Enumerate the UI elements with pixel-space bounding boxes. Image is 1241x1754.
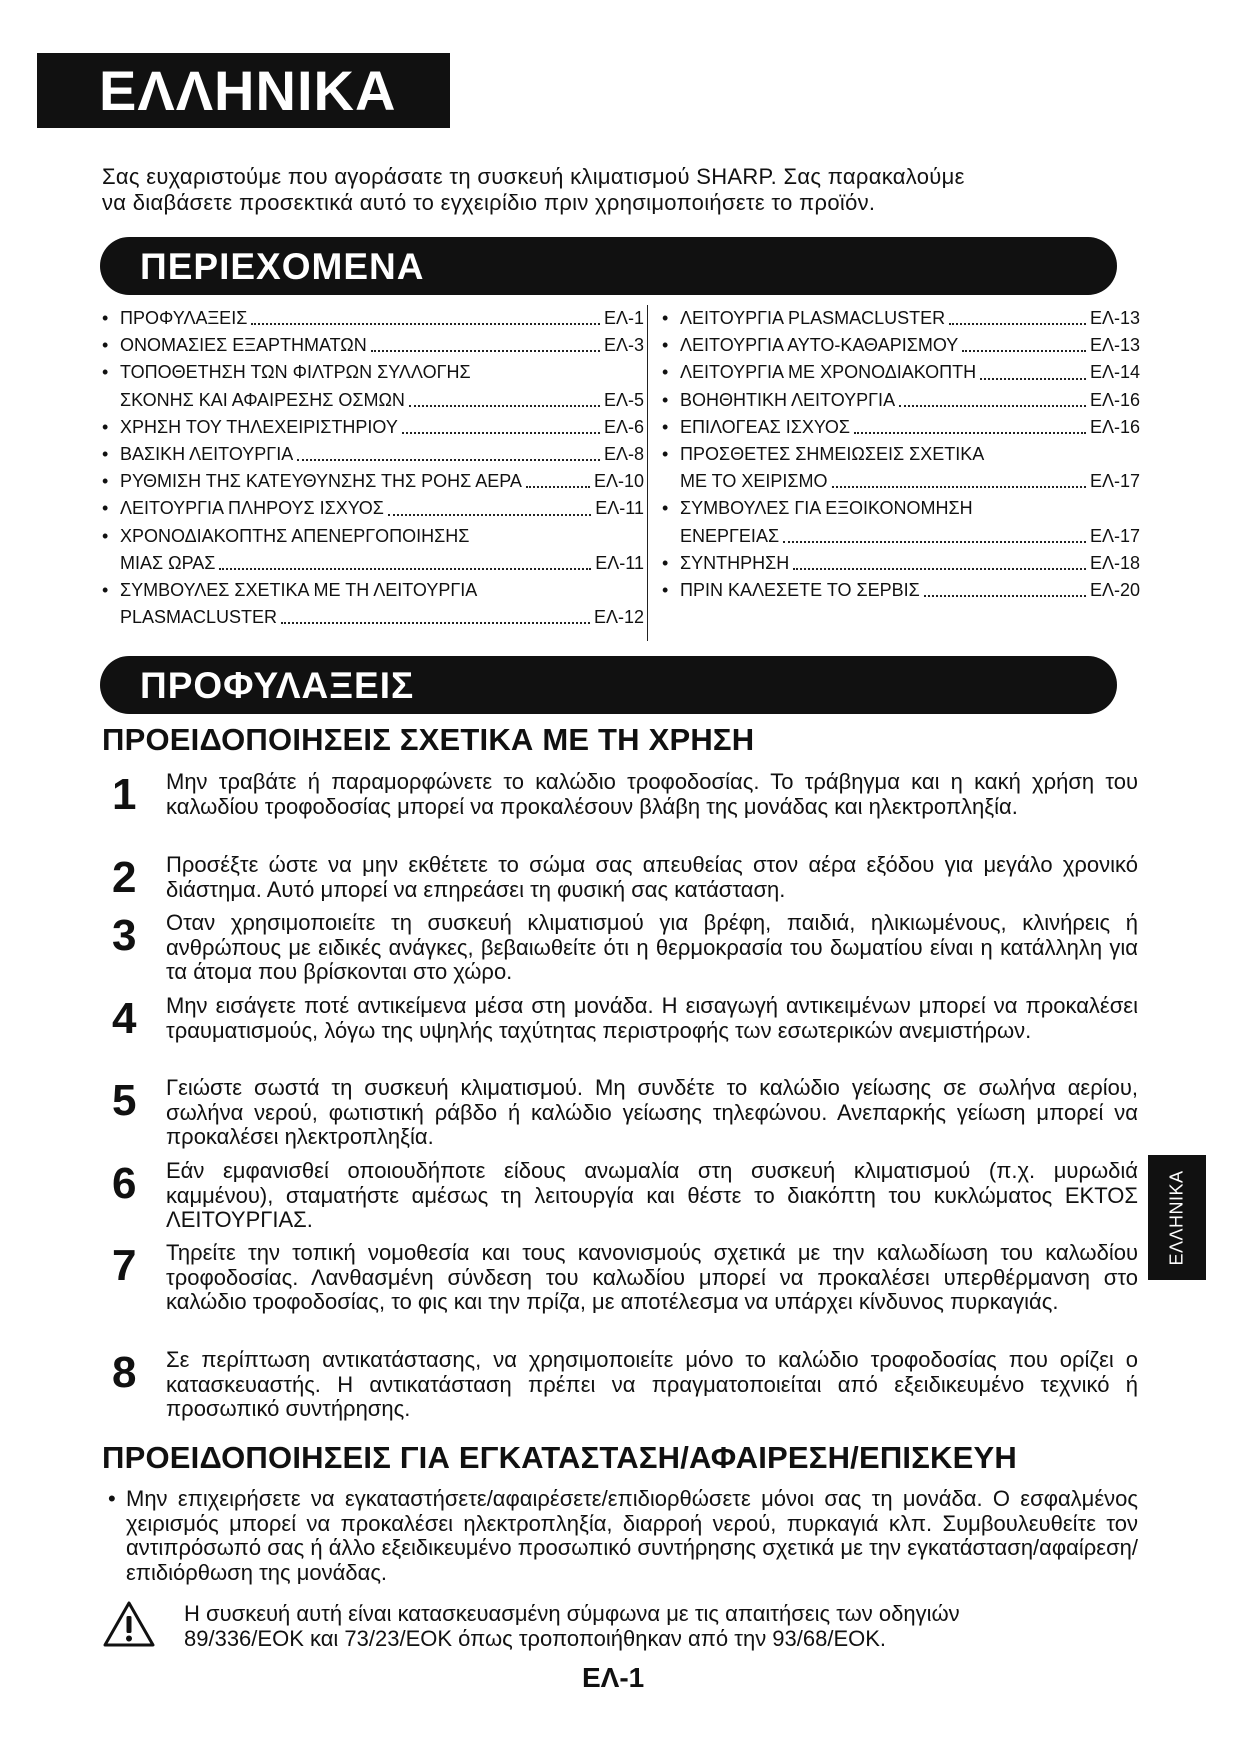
- toc-entry[interactable]: [102, 359, 644, 413]
- toc-page: ΕΛ-6: [603, 416, 644, 437]
- warning-number: 7: [112, 1241, 137, 1290]
- warning-number: 1: [112, 770, 137, 819]
- toc-entry[interactable]: [102, 332, 644, 359]
- toc-leader: [962, 349, 1086, 352]
- toc-leader: [980, 377, 1086, 380]
- toc-page: ΕΛ-17: [1089, 525, 1140, 546]
- toc-leader: [949, 322, 1086, 325]
- bullet: •: [108, 1486, 116, 1511]
- warning-text: Γειώστε σωστά τη συσκευή κλιματισμού. Μη συνδέτε το καλώδιο γείωσης σε σωλήνα αερίου, σωλήνα νερού, φωτιστική ράβδο ή καλώδιο γείωσης τηλεφώνου. Ανεπαρκής γείωση μπορεί να προκαλέσει ηλεκτροπληξία.: [166, 1075, 1138, 1149]
- toc-page: ΕΛ-5: [603, 389, 644, 410]
- warning-number: 4: [112, 994, 137, 1043]
- warning-number: 8: [112, 1348, 137, 1397]
- toc-label-first: • ΠΡΟΣΘΕΤΕΣ ΣΗΜΕΙΩΣΕΙΣ ΣΧΕΤΙΚΑ: [680, 444, 985, 465]
- toc-leader: [409, 404, 600, 407]
- warning-text: Σε περίπτωση αντικατάστασης, να χρησιμοποιείτε μόνο το καλώδιο τροφοδοσίας που ορίζει ο κατασκευαστής. Η αντικατάσταση πρέπει να πραγματοποιείται από εξειδικευμένο τεχνικό ή προσωπικό συντήρησης.: [166, 1347, 1138, 1421]
- toc-label: • ΒΟΗΘΗΤΙΚΗ ΛΕΙΤΟΥΡΓΙΑ: [680, 389, 896, 410]
- toc-label: • ΣΥΝΤΗΡΗΣΗ: [680, 552, 790, 573]
- toc-leader: [297, 458, 600, 461]
- toc-divider: [647, 305, 648, 641]
- toc-label: ΕΝΕΡΓΕΙΑΣ: [680, 525, 780, 546]
- toc-page: ΕΛ-17: [1089, 471, 1140, 492]
- toc-label: • ΟΝΟΜΑΣΙΕΣ ΕΞΑΡΤΗΜΑΤΩΝ: [120, 335, 367, 356]
- toc-right-column: [662, 305, 1140, 604]
- toc-leader: [281, 621, 590, 624]
- toc-entry[interactable]: [662, 414, 1140, 441]
- language-side-tab: [1148, 1155, 1206, 1280]
- toc-page: ΕΛ-8: [603, 444, 644, 465]
- page-number: ΕΛ-1: [582, 1662, 645, 1693]
- warning-number: 6: [112, 1159, 137, 1208]
- toc-entry[interactable]: [102, 305, 644, 332]
- toc-leader: [899, 404, 1086, 407]
- contents-heading: ΠΕΡΙΕΧΟΜΕΝΑ: [100, 237, 1117, 295]
- warning-text: Προσέξτε ώστε να μην εκθέτετε το σώμα σας απευθείας στον αέρα εξόδου για μεγάλο χρονικό διάστημα. Αυτό μπορεί να επηρεάσει τη φυσική σας κατάσταση.: [166, 852, 1138, 902]
- toc-page: ΕΛ-16: [1089, 416, 1140, 437]
- warning-text: Οταν χρησιμοποιείτε τη συσκευή κλιματισμού για βρέφη, παιδιά, ηλικιωμένους, κλινήρεις ή ανθρώπους με ειδικές ανάγκες, βεβαιωθείτε ότι η θερμοκρασία του δωματίου είναι η κατάλληλη για τα άτομα που βρίσκονται στο χώρο.: [166, 910, 1138, 984]
- warning-text: Μην τραβάτε ή παραμορφώνετε το καλώδιο τροφοδοσίας. Το τράβηγμα και η κακή χρήση του καλωδίου τροφοδοσίας μπορεί να προκαλέσουν βλάβη της μονάδας και ηλεκτροπληξία.: [166, 769, 1138, 819]
- toc-entry[interactable]: [102, 441, 644, 468]
- toc-entry[interactable]: [102, 523, 644, 577]
- toc-page: ΕΛ-3: [603, 335, 644, 356]
- toc-leader: [402, 431, 600, 434]
- toc-entry[interactable]: [662, 550, 1140, 577]
- toc-leader: [793, 567, 1086, 570]
- toc-leader: [783, 540, 1086, 543]
- intro-text: [102, 164, 1142, 216]
- toc-leader: [526, 485, 590, 488]
- side-tab-label: ΕΛΛΗΝΙΚΑ: [1166, 1169, 1187, 1266]
- toc-page: ΕΛ-20: [1089, 580, 1140, 601]
- warning-triangle-icon: [103, 1601, 155, 1647]
- compliance-line: 89/336/ΕΟΚ και 73/23/ΕΟΚ όπως τροποποιήθηκαν από την 93/68/ΕΟΚ.: [184, 1625, 887, 1651]
- toc-page: ΕΛ-12: [593, 607, 644, 628]
- toc-leader: [219, 567, 591, 570]
- intro-line: Σας ευχαριστούμε που αγοράσατε τη συσκευή κλιματισμού SHARP. Σας παρακαλούμε: [102, 164, 965, 189]
- toc-page: ΕΛ-11: [595, 498, 644, 519]
- toc-label-first: • ΧΡΟΝΟΔΙΑΚΟΠΤΗΣ ΑΠΕΝΕΡΓΟΠΟΙΗΣΗΣ: [120, 525, 470, 546]
- warning-text: Εάν εμφανισθεί οποιουδήποτε είδους ανωμαλία στη συσκευή κλιματισμού (π.χ. μυρωδιά καμμένου), σταματήστε αμέσως τη λειτουργία και θέστε το διακόπτη του κυκλώματος ΕΚΤΟΣ ΛΕΙΤΟΥΡΓΙΑΣ.: [166, 1158, 1138, 1232]
- toc-label-first: • ΣΥΜΒΟΥΛΕΣ ΣΧΕΤΙΚΑ ΜΕ ΤΗ ΛΕΙΤΟΥΡΓΙΑ: [120, 580, 478, 601]
- toc-leader: [388, 513, 591, 516]
- toc-entry[interactable]: [662, 387, 1140, 414]
- toc-page: ΕΛ-14: [1089, 362, 1140, 383]
- toc-label: • ΛΕΙΤΟΥΡΓΙΑ PLASMACLUSTER: [680, 308, 946, 328]
- toc-entry[interactable]: [102, 414, 644, 441]
- warning-number: 2: [112, 853, 137, 902]
- toc-leader: [854, 431, 1086, 434]
- install-warnings-heading: ΠΡΟΕΙΔΟΠΟΙΗΣΕΙΣ ΓΙΑ ΕΓΚΑΤΑΣΤΑΣΗ/ΑΦΑΙΡΕΣΗ/ΕΠΙΣΚΕΥΗ: [102, 1440, 1017, 1475]
- toc-label: • ΛΕΙΤΟΥΡΓΙΑ ΠΛΗΡΟΥΣ ΙΣΧΥΟΣ: [120, 498, 384, 519]
- toc-label: • ΧΡΗΣΗ ΤΟΥ ΤΗΛΕΧΕΙΡΙΣΤΗΡΙΟΥ: [120, 416, 398, 437]
- toc-entry[interactable]: [662, 359, 1140, 386]
- toc-leader: [924, 594, 1086, 597]
- toc-label: ΜΙΑΣ ΩΡΑΣ: [120, 552, 216, 573]
- intro-line: να διαβάσετε προσεκτικά αυτό το εγχειρίδιο πριν χρησιμοποιήσετε το προϊόν.: [102, 190, 876, 215]
- toc-entry[interactable]: [102, 495, 644, 522]
- toc-leader: [832, 485, 1086, 488]
- toc-entry[interactable]: [662, 495, 1140, 549]
- toc-page: ΕΛ-1: [603, 308, 644, 328]
- toc-label-first: • ΣΥΜΒΟΥΛΕΣ ΓΙΑ ΕΞΟΙΚΟΝΟΜΗΣΗ: [680, 498, 973, 519]
- toc-page: ΕΛ-13: [1089, 335, 1140, 356]
- toc-page: ΕΛ-16: [1089, 389, 1140, 410]
- toc-label: • ΕΠΙΛΟΓΕΑΣ ΙΣΧΥΟΣ: [680, 416, 850, 437]
- toc-leader: [371, 349, 600, 352]
- warning-text: Μην εισάγετε ποτέ αντικείμενα μέσα στη μονάδα. Η εισαγωγή αντικειμένων μπορεί να προκαλέσει τραυματισμούς, λόγω της υψηλής ταχύτητας περιστροφής των εσωτερικών ανεμιστήρων.: [166, 993, 1138, 1043]
- precautions-heading: ΠΡΟΦΥΛΑΞΕΙΣ: [100, 656, 1117, 714]
- install-warning-note: [108, 1487, 1138, 1585]
- toc-label: • ΠΡΙΝ ΚΑΛΕΣΕΤΕ ΤΟ ΣΕΡΒΙΣ: [680, 580, 920, 601]
- toc-entry[interactable]: [662, 577, 1140, 604]
- toc-label: • ΡΥΘΜΙΣΗ ΤΗΣ ΚΑΤΕΥΘΥΝΣΗΣ ΤΗΣ ΡΟΗΣ ΑΕΡΑ: [120, 471, 522, 492]
- toc-left-column: [102, 305, 644, 631]
- toc-entry[interactable]: [662, 305, 1140, 332]
- toc-label: • ΛΕΙΤΟΥΡΓΙΑ ΜΕ ΧΡΟΝΟΔΙΑΚΟΠΤΗ: [680, 362, 977, 383]
- toc-label: ΣΚΟΝΗΣ ΚΑΙ ΑΦΑΙΡΕΣΗΣ ΟΣΜΩΝ: [120, 389, 405, 410]
- toc-entry[interactable]: [102, 577, 644, 631]
- toc-label-first: • ΤΟΠΟΘΕΤΗΣΗ ΤΩΝ ΦΙΛΤΡΩΝ ΣΥΛΛΟΓΗΣ: [120, 362, 471, 383]
- toc-entry[interactable]: [662, 441, 1140, 495]
- compliance-line: Η συσκευή αυτή είναι κατασκευασμένη σύμφωνα με τις απαιτήσεις των οδηγιών: [184, 1601, 960, 1626]
- toc-label: • ΒΑΣΙΚΗ ΛΕΙΤΟΥΡΓΙΑ: [120, 444, 294, 465]
- toc-page: ΕΛ-10: [593, 471, 644, 492]
- toc-page: ΕΛ-18: [1089, 552, 1140, 573]
- warning-text: Τηρείτε την τοπική νομοθεσία και τους κανονισμούς σχετικά με την καλωδίωση του καλωδίου τροφοδοσίας. Λανθασμένη σύνδεση του καλωδίου μπορεί να προκαλέσει υπερθέρμανση στο καλώδιο τροφοδοσίας, το φις και την πρίζα, με αποτέλεσμα να υπάρχει κίνδυνος πυρκαγιάς.: [166, 1240, 1138, 1314]
- toc-label: PLASMACLUSTER: [120, 607, 278, 628]
- warning-number: 3: [112, 911, 137, 960]
- toc-page: ΕΛ-11: [595, 552, 644, 573]
- warning-number: 5: [112, 1076, 137, 1125]
- compliance-note: [184, 1602, 1139, 1651]
- install-warning-text: Μην επιχειρήσετε να εγκαταστήσετε/αφαιρέσετε/επιδιορθώσετε μόνοι σας τη μονάδα. Ο εσφαλμένος χειρισμός μπορεί να προκαλέσει ηλεκτροπληξία, διαρροή νερού, πυρκαγιά κλπ. Συμβουλευθείτε τον αντιπρόσωπό σας ή άλλο εξειδικευμένο προσωπικό συντήρησης σχετικά με την εγκατάσταση/αφαίρεση/επιδιόρθωση της μονάδας.: [126, 1486, 1138, 1585]
- toc-entry[interactable]: [662, 332, 1140, 359]
- toc-label: • ΛΕΙΤΟΥΡΓΙΑ ΑΥΤΟ-ΚΑΘΑΡΙΣΜΟΥ: [680, 335, 959, 356]
- toc-leader: [251, 322, 600, 325]
- usage-warnings-heading: ΠΡΟΕΙΔΟΠΟΙΗΣΕΙΣ ΣΧΕΤΙΚΑ ΜΕ ΤΗ ΧΡΗΣΗ: [102, 722, 755, 757]
- toc-label: ΜΕ ΤΟ ΧΕΙΡΙΣΜΟ: [680, 471, 828, 492]
- toc-label: • ΠΡΟΦΥΛΑΞΕΙΣ: [120, 308, 248, 328]
- language-banner: ΕΛΛΗΝΙΚΑ: [37, 53, 450, 128]
- toc-entry[interactable]: [102, 468, 644, 495]
- toc-page: ΕΛ-13: [1089, 308, 1140, 328]
